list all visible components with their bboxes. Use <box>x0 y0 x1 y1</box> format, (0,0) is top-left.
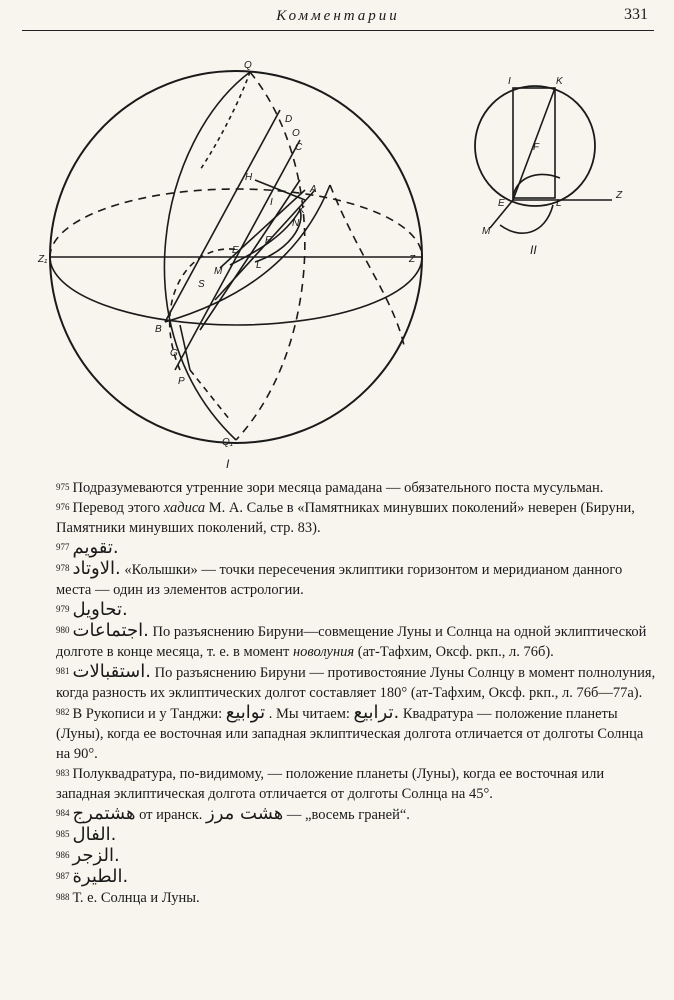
note-984: $^{984}$ هشتمرج от иранск. هشت مرز — „восемь граней“. <box>56 803 410 824</box>
label-ii-F: F <box>533 142 540 153</box>
note-986: $^{986}$ الزجر. <box>56 845 120 866</box>
figure-diagrams <box>0 0 674 480</box>
label-ii-E: E <box>498 198 505 209</box>
label-M: M <box>214 266 223 277</box>
label-F: F <box>265 235 272 246</box>
note-980: $^{980}$ اجتماعات. По разъяснению Бируни—совмещение Луны и Солнца на одной эклиптической долготе в конце месяца, т. е. в момент новолуния (ат-Тафхим, Оксф. ркп., л. 76б). <box>56 620 647 660</box>
label-Z: Z <box>409 254 416 265</box>
label-ii-L: L <box>556 198 562 209</box>
caption-figure-ii: II <box>530 243 537 257</box>
label-I: I <box>270 197 273 208</box>
label-G: G <box>170 348 178 359</box>
label-ii-M: M <box>482 226 491 237</box>
footnotes <box>20 478 656 908</box>
label-C: C <box>295 142 303 153</box>
label-Q1: Q₁ <box>222 437 233 448</box>
figure-ii <box>475 76 623 257</box>
figure-i-sphere <box>37 60 422 471</box>
label-K: K <box>298 205 305 216</box>
note-978: $^{978}$ الاوتاد. «Колышки» — точки пересечения эклиптики горизонтом и меридианом данного места — один из элементов астрологии. <box>56 558 623 598</box>
label-P: P <box>178 376 185 387</box>
caption-figure-i: I <box>226 457 230 471</box>
note-985: $^{985}$ الفال. <box>56 824 117 845</box>
label-L: L <box>256 260 262 271</box>
note-981: $^{981}$ استقبالات. По разъяснению Бируни — противостояние Луны Солнцу в момент полнолуния, когда разность их эклиптических долгот составляет 180° (ат-Тафхим, Оксф. ркп., л. 76б—77а). <box>56 661 656 701</box>
note-983: $^{983}$ Полуквадратура, по-видимому, — положение планеты (Луны), когда ее восточная или западная эклиптическая долгота отличается от долготы Солнца на 45°. <box>56 766 605 802</box>
label-H: H <box>245 172 253 183</box>
note-982: $^{982}$ В Рукописи и у Танджи: توابيع . Мы читаем: ترابيع. Квадратура — положение планеты (Луны), когда ее восточная или западная эклиптическая долгота отличается от долготы Солнца на 90°. <box>56 702 644 762</box>
note-977: $^{977}$ تقويم. <box>56 537 119 558</box>
label-ii-Z: Z <box>616 190 623 201</box>
label-S: S <box>198 279 205 290</box>
note-976: $^{976}$ Перевод этого хадиса М. А. Салье в «Памятниках минувших поколений» неверен (Бируни, Памятники минувших поколений, стр. 83). <box>56 500 635 536</box>
label-A: A <box>310 184 317 195</box>
running-title: Комментарии <box>276 8 400 24</box>
label-ii-I: I <box>508 76 511 87</box>
page-number: 331 <box>624 6 648 23</box>
label-O: O <box>292 128 300 139</box>
label-E: E <box>232 245 239 256</box>
label-ii-K: K <box>556 76 563 87</box>
note-979: $^{979}$ تحاويل. <box>56 599 128 620</box>
label-N: N <box>292 218 300 229</box>
note-975: $^{975}$ Подразумеваются утренние зори месяца рамадана — обязательного поста мусульман. <box>56 480 604 496</box>
note-987: $^{987}$ الطيرة. <box>56 866 129 887</box>
label-B: B <box>155 324 162 335</box>
label-Z1: Z₁ <box>38 254 48 265</box>
label-Q: Q <box>244 60 252 71</box>
label-D: D <box>285 114 293 125</box>
note-988: $^{988}$ Т. е. Солнца и Луны. <box>56 890 200 906</box>
